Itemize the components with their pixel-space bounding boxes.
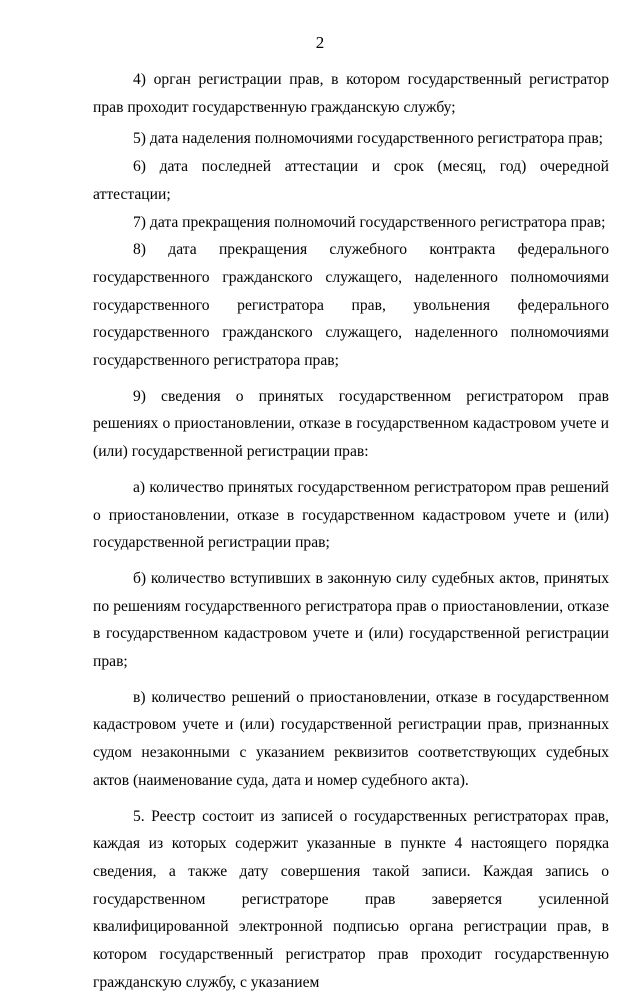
item-6-paragraph: 6) дата последней аттестации и срок (месяц, год) очередной аттестации; bbox=[93, 158, 609, 203]
item-4-paragraph: 4) орган регистрации прав, в котором государственный регистратор прав проходит государственную гражданскую службу; bbox=[93, 71, 609, 116]
subitem-v-paragraph: в) количество решений о приостановлении, отказе в государственном кадастровом учете и (или) государственной регистрации прав, признанных судом незаконными с указанием реквизитов соответствующих судебных актов (наименование суда, дата и номер судебного акта). bbox=[93, 688, 609, 789]
item-8-paragraph: 8) дата прекращения служебного контракта федерального государственного гражданского служащего, наделенного полномочиями государственного регистратора прав, увольнения федерального государственного гражданского служащего, наделенного полномочиями государственного регистратора прав; bbox=[93, 241, 609, 370]
item-9-paragraph: 9) сведения о принятых государственном регистратором прав решениях о приостановлении, отказе в государственном кадастровом учете и (или) государственной регистрации прав: bbox=[93, 387, 609, 461]
subitem-a-paragraph: а) количество принятых государственном регистратором прав решений о приостановлении, отказе в государственном кадастровом учете и (или) государственной регистрации прав; bbox=[93, 478, 609, 552]
document-body bbox=[93, 66, 609, 997]
page-number: 2 bbox=[315, 33, 325, 52]
section-5-paragraph: 5. Реестр состоит из записей о государственных регистраторах прав, каждая из которых содержит указанные в пункте 4 настоящего порядка сведения, а также дату совершения такой записи. Каждая запись о государственном регистраторе прав заверяется усиленной квалифицированной электронной подписью органа регистрации прав, в котором государственный регистратор прав проходит государственную гражданскую службу, с указанием bbox=[93, 807, 609, 991]
item-7-paragraph: 7) дата прекращения полномочий государственного регистратора прав; bbox=[133, 213, 606, 231]
subitem-b-paragraph: б) количество вступивших в законную силу судебных актов, принятых по решениям государственного регистратора прав о приостановлении, отказе в государственном кадастровом учете и (или) государственной регистрации прав; bbox=[93, 569, 609, 671]
item-5-paragraph: 5) дата наделения полномочиями государственного регистратора прав; bbox=[133, 130, 604, 148]
